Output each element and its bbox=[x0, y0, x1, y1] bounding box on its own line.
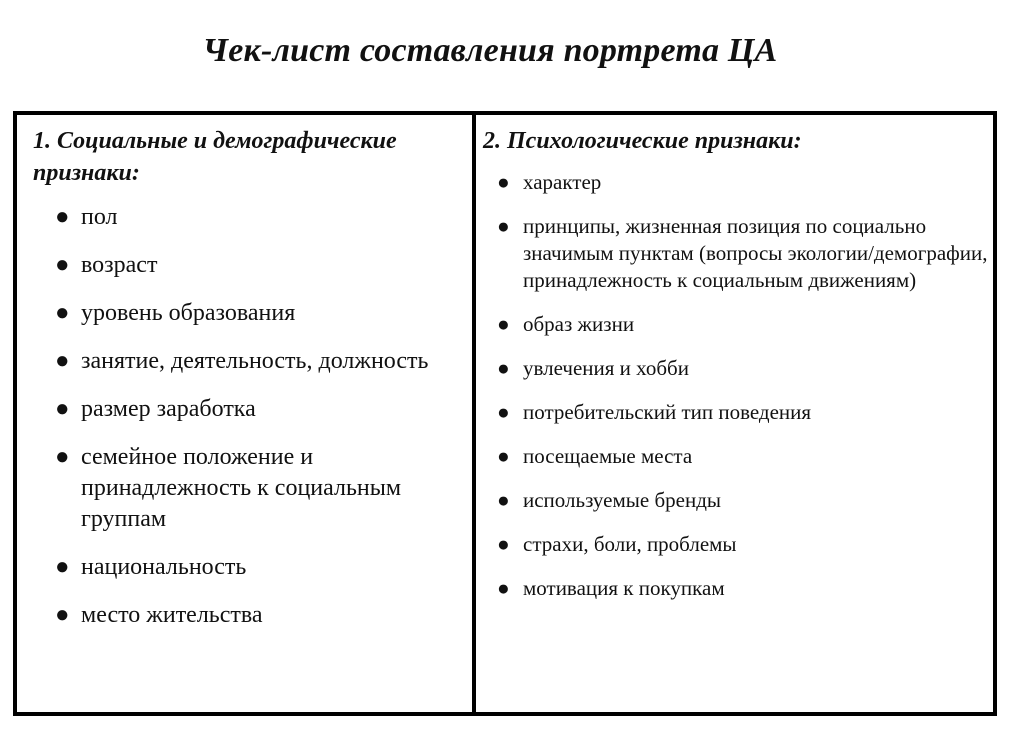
list-item bbox=[483, 169, 997, 196]
item-list bbox=[33, 202, 472, 631]
page-title: Чек-лист составления портрета ЦА bbox=[202, 32, 778, 69]
list-item-text: размер заработка bbox=[81, 396, 256, 422]
list-item-text: увлечения и хобби bbox=[523, 356, 689, 380]
column-heading: 2. Психологические признаки: bbox=[483, 128, 802, 154]
item-list bbox=[483, 169, 997, 602]
bullet-icon: ● bbox=[55, 602, 70, 628]
bullet-icon: ● bbox=[497, 488, 510, 512]
bullet-icon: ● bbox=[55, 554, 70, 580]
bullet-icon: ● bbox=[497, 170, 510, 194]
bullet-icon: ● bbox=[497, 214, 510, 238]
list-item-text: используемые бренды bbox=[523, 488, 721, 512]
bullet-icon: ● bbox=[55, 204, 70, 230]
list-item bbox=[33, 600, 472, 631]
list-item bbox=[483, 531, 997, 558]
list-item-text: страхи, боли, проблемы bbox=[523, 532, 737, 556]
bullet-icon: ● bbox=[497, 444, 510, 468]
list-item-text: возраст bbox=[81, 252, 158, 278]
bullet-icon: ● bbox=[55, 396, 70, 422]
list-item-text: семейное положение и принадлежность к социальным группам bbox=[81, 444, 402, 532]
bullet-icon: ● bbox=[55, 252, 70, 278]
list-item-text: национальность bbox=[81, 554, 247, 580]
column-psychological bbox=[476, 115, 997, 619]
list-item-text: мотивация к покупкам bbox=[523, 576, 725, 600]
list-item bbox=[33, 298, 472, 329]
bullet-icon: ● bbox=[497, 576, 510, 600]
list-item bbox=[33, 394, 472, 425]
bullet-icon: ● bbox=[55, 348, 70, 374]
bullet-icon: ● bbox=[497, 312, 510, 336]
list-item bbox=[483, 213, 1003, 294]
bullet-icon: ● bbox=[497, 400, 510, 424]
list-item-text: потребительский тип поведения bbox=[523, 400, 812, 424]
list-item bbox=[483, 399, 997, 426]
list-item bbox=[483, 575, 997, 602]
list-item-text: уровень образования bbox=[81, 300, 296, 326]
list-item bbox=[33, 442, 421, 535]
list-item bbox=[483, 443, 997, 470]
list-item bbox=[33, 202, 472, 233]
list-item bbox=[33, 552, 472, 583]
list-item-text: занятие, деятельность, должность bbox=[81, 348, 429, 374]
checklist-table bbox=[13, 111, 997, 716]
list-item bbox=[483, 355, 997, 382]
bullet-icon: ● bbox=[55, 300, 70, 326]
list-item-text: посещаемые места bbox=[523, 444, 693, 468]
list-item bbox=[483, 311, 997, 338]
list-item bbox=[33, 250, 472, 281]
bullet-icon: ● bbox=[55, 444, 70, 470]
column-social-demographic bbox=[17, 115, 472, 648]
list-item-text: характер bbox=[523, 170, 602, 194]
list-item-text: место жительства bbox=[81, 602, 263, 628]
list-item-text: образ жизни bbox=[523, 312, 635, 336]
list-item-text: принципы, жизненная позиция по социально значимым пунктам (вопросы экологии/демографии, принадлежность к социальным движениям) bbox=[523, 214, 988, 292]
list-item-text: пол bbox=[81, 204, 118, 230]
bullet-icon: ● bbox=[497, 532, 510, 556]
column-heading: 1. Социальные и демографические признаки: bbox=[33, 128, 397, 186]
list-item bbox=[483, 487, 997, 514]
bullet-icon: ● bbox=[497, 356, 510, 380]
list-item bbox=[33, 346, 472, 377]
